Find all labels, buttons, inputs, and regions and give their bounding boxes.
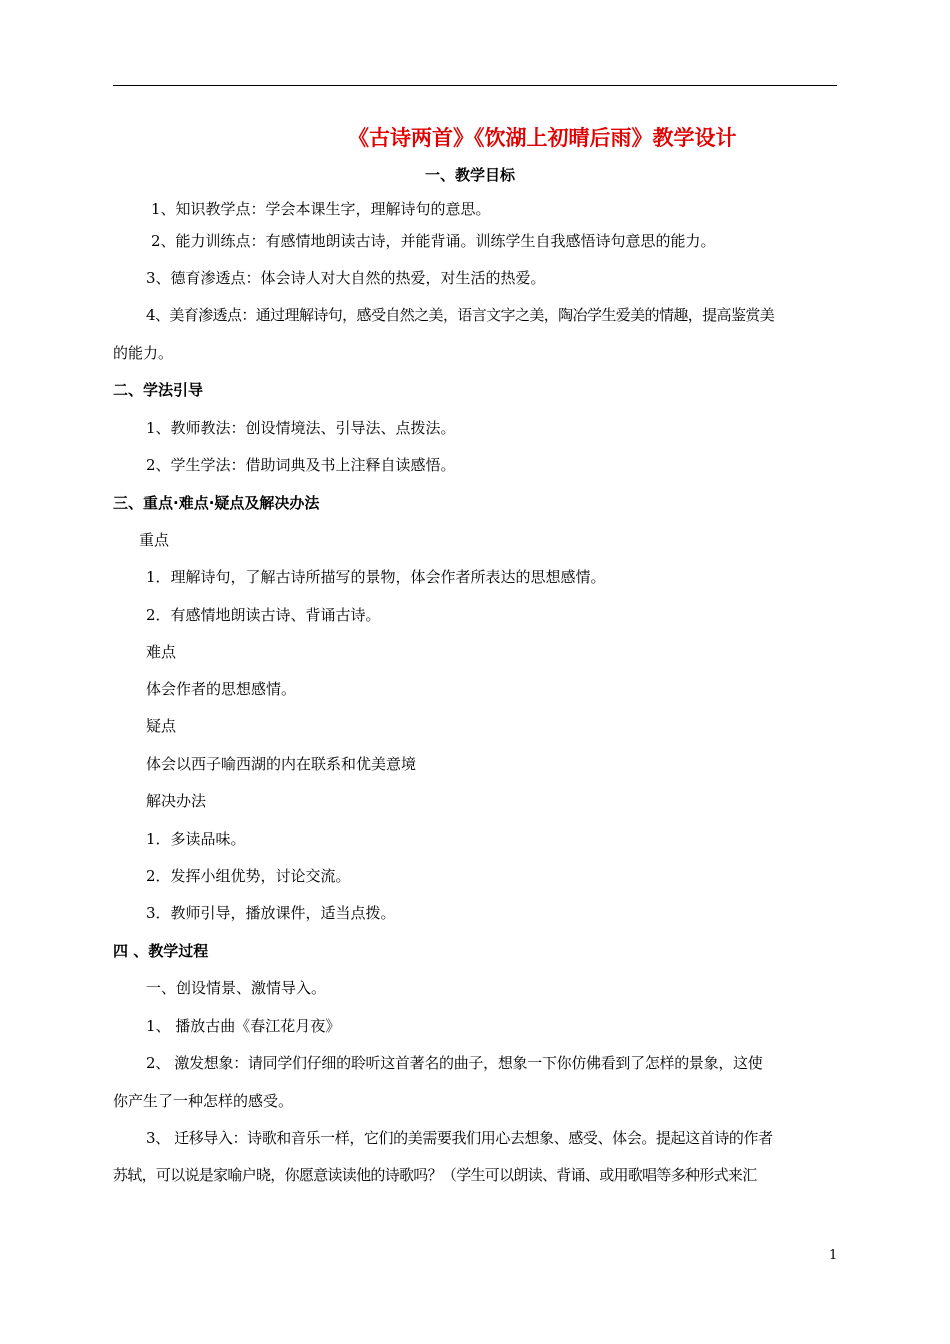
key-item-1: 1．理解诗句，了解古诗所描写的景物，体会作者所表达的思想感情。 xyxy=(146,568,606,586)
solution-item-2: 2．发挥小组优势，讨论交流。 xyxy=(146,867,351,885)
method-item-1: 1、教师教法：创设情境法、引导法、点拨法。 xyxy=(146,419,456,437)
difficult-item-1: 体会作者的思想感情。 xyxy=(146,680,297,698)
process-item-3-line1: 3、 迁移导入：诗歌和音乐一样，它们的美需要我们用心去想象、感受、体会。提起这首诗的作者 xyxy=(146,1129,773,1147)
process-item-1: 1、 播放古曲《春江花月夜》 xyxy=(146,1017,341,1035)
goal-item-4-line2: 的能力。 xyxy=(113,344,174,362)
goal-item-1: 1、知识教学点：学会本课生字，理解诗句的意思。 xyxy=(151,200,491,218)
section-heading-goals: 一、教学目标 xyxy=(425,166,516,184)
header-rule xyxy=(113,85,837,86)
process-item-3-line2: 苏轼，可以说是家喻户晓，你愿意读读他的诗歌吗？（学生可以朗读、背诵、或用歌唱等多种形式来汇 xyxy=(113,1166,757,1184)
method-item-2: 2、学生学法：借助词典及书上注释自读感悟。 xyxy=(146,456,456,474)
process-intro: 一、创设情景、激情导入。 xyxy=(146,979,327,997)
section-heading-process: 四 、教学过程 xyxy=(113,942,209,960)
goal-item-3: 3、德育渗透点：体会诗人对大自然的热爱，对生活的热爱。 xyxy=(146,269,546,287)
difficult-label: 难点 xyxy=(146,643,177,661)
solution-item-1: 1．多读品味。 xyxy=(146,830,246,848)
process-item-2-line1: 2、 激发想象：请同学们仔细的聆听这首著名的曲子，想象一下你仿佛看到了怎样的景象，这使 xyxy=(146,1054,763,1072)
section-heading-key-points: 三、重点·难点·疑点及解决办法 xyxy=(113,494,320,512)
page-number: 1 xyxy=(829,1248,838,1263)
section-heading-method: 二、学法引导 xyxy=(113,381,204,399)
process-item-2-line2: 你产生了一种怎样的感受。 xyxy=(113,1092,294,1110)
doubt-label: 疑点 xyxy=(146,717,177,735)
key-item-2: 2．有感情地朗读古诗、背诵古诗。 xyxy=(146,606,381,624)
solution-item-3: 3．教师引导，播放课件，适当点拨。 xyxy=(146,904,396,922)
document-title: 《古诗两首》《饮湖上初晴后雨》教学设计 xyxy=(348,126,737,150)
goal-item-4-line1: 4、美育渗透点：通过理解诗句，感受自然之美，语言文字之美，陶冶学生爱美的情趣，提高鉴赏美 xyxy=(146,306,775,324)
key-label: 重点 xyxy=(139,531,170,549)
solution-label: 解决办法 xyxy=(146,792,207,810)
doubt-item-1: 体会以西子喻西湖的内在联系和优美意境 xyxy=(146,755,417,773)
goal-item-2: 2、能力训练点：有感情地朗读古诗，并能背诵。训练学生自我感悟诗句意思的能力。 xyxy=(151,232,716,250)
